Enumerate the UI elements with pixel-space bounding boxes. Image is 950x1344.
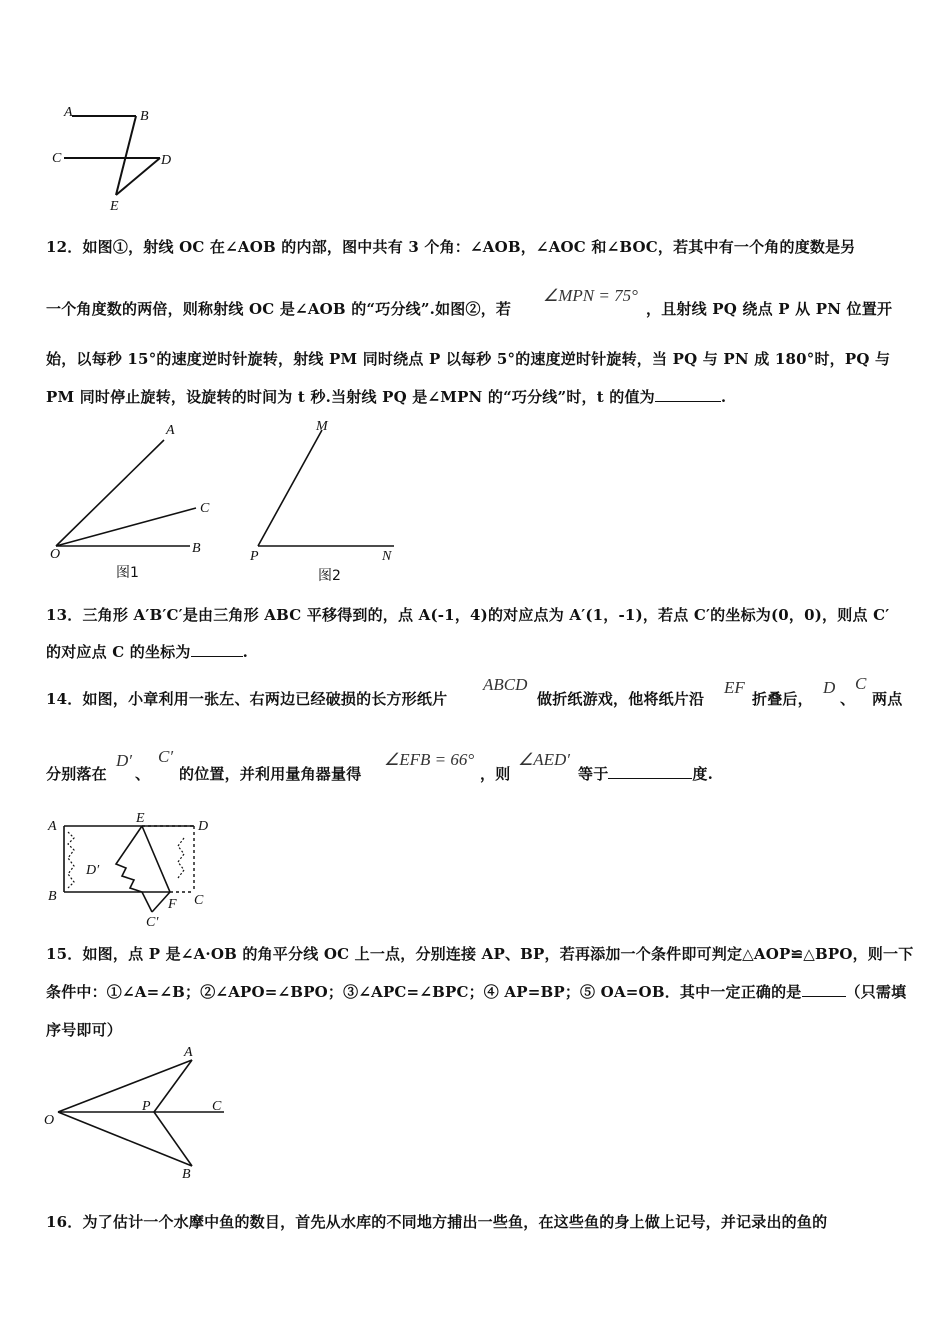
q15-line-1: 15．如图，点 P 是∠A·OB 的角平分线 OC 上一点，分别连接 AP、BP，若再添加一个条件即可判定△AOP≌△BPO，则一下	[46, 945, 914, 963]
segment-oa	[58, 1060, 192, 1112]
q14-line-2a: 分别落在	[46, 765, 107, 783]
q14-math-ef: EF	[724, 678, 745, 697]
q14-line-1b: 做折纸游戏，他将纸片沿	[537, 690, 705, 708]
point-label-e: E	[136, 811, 145, 826]
q14-line-1c: 折叠后，	[752, 690, 813, 708]
figure-q12-fig2	[248, 420, 408, 590]
q14-math-c-prime: C′	[158, 747, 174, 766]
q15-answer-blank	[802, 984, 846, 997]
point-label-c-prime: C′	[146, 915, 159, 930]
point-label-a: A	[48, 819, 57, 834]
point-label-a: A	[166, 423, 175, 438]
q14-line-2b: 的位置，并利用量角器量得	[179, 765, 362, 783]
q13-line-1: 13．三角形 A′B′C′是由三角形 ABC 平移得到的，点 A(-1，4)的对应点为 A′(1，-1)，若点 C′的坐标为(0，0)，则点 C′	[46, 606, 890, 624]
point-label-e: E	[110, 199, 119, 214]
point-label-c: C	[200, 501, 210, 516]
q15-line-3: 序号即可）	[46, 1021, 123, 1039]
q14-math-d: D	[823, 678, 836, 697]
q15-line-2-end: （只需填	[845, 983, 907, 1001]
figure-q12-fig1	[46, 420, 236, 590]
q14-math-c: C	[855, 674, 867, 693]
q14-separator: 、	[840, 690, 856, 708]
q13-line-2-text: 的对应点 C 的坐标为	[46, 643, 191, 661]
q12-line-4-text: PM 同时停止旋转，设旋转的时间为 t 秒.当射线 PQ 是∠MPN 的“巧分线”时，t 的值为	[46, 388, 655, 406]
q13-line-2-end: .	[242, 643, 249, 661]
q13-line-2	[46, 641, 248, 662]
figure-q14	[46, 808, 226, 930]
figure-q15	[44, 1044, 229, 1184]
q14-line-2d	[578, 763, 713, 784]
figure-q11	[48, 100, 178, 215]
segment-ob	[58, 1112, 192, 1166]
torn-edge-left	[68, 832, 74, 888]
q12-answer-blank	[655, 389, 721, 402]
point-label-a: A	[184, 1045, 193, 1060]
q14-answer-blank	[608, 766, 692, 779]
q12-line-3: 始，以每秒 15°的速度逆时针旋转，射线 PM 同时绕点 P 以每秒 5°的速度逆时针旋转，当 PQ 与 PN 成 180°时，PQ 与	[46, 350, 891, 368]
q14-separator-2: 、	[135, 765, 151, 783]
point-label-o: O	[50, 547, 61, 562]
q12-line-2b: ，且射线 PQ 绕点 P 从 PN 位置开	[646, 300, 893, 318]
point-label-d-prime: D′	[86, 863, 100, 878]
q12-line-4-end: .	[720, 388, 727, 406]
q14-line-2c: ，则	[480, 765, 511, 783]
segment-be	[116, 116, 136, 195]
fold-line-ef	[142, 826, 170, 892]
q14-math-angle-efb: ∠EFB = 66°	[384, 750, 475, 769]
point-label-a: A	[64, 105, 73, 120]
q12-math-angle-mpn: ∠MPN = 75°	[543, 286, 638, 305]
ray-pm	[258, 430, 322, 546]
q13-answer-blank	[191, 644, 243, 657]
folded-edge-ed-prime	[116, 826, 152, 912]
q15-line-2	[46, 981, 906, 1002]
point-label-d: D	[161, 153, 172, 168]
q14-math-angle-aed: ∠AED′	[518, 750, 571, 769]
point-label-p: P	[250, 549, 259, 564]
point-label-c: C	[212, 1099, 222, 1114]
point-label-b: B	[140, 109, 149, 124]
point-label-c: C	[52, 151, 62, 166]
q12-line-2a: 一个角度数的两倍，则称射线 OC 是∠AOB 的“巧分线”.如图②，若	[46, 300, 512, 318]
torn-edge-right	[178, 838, 184, 878]
q14-math-abcd: ABCD	[483, 675, 528, 694]
point-label-b: B	[192, 541, 201, 556]
q12-line-1: 12．如图①，射线 OC 在∠AOB 的内部，图中共有 3 个角：∠AOB，∠AOC 和∠BOC，若其中有一个角的度数是另	[46, 238, 856, 256]
q14-line-2-end: 度.	[692, 765, 714, 783]
q14-line-2d-text: 等于	[578, 765, 609, 783]
q14-line-1d: 两点	[872, 690, 903, 708]
point-label-p: P	[142, 1099, 151, 1114]
q14-math-d-prime: D′	[116, 751, 132, 770]
q14-line-1a: 14．如图，小章利用一张左、右两边已经破损的长方形纸片	[46, 690, 448, 708]
point-label-b: B	[48, 889, 57, 904]
point-label-m: M	[316, 419, 328, 434]
point-label-b: B	[182, 1167, 191, 1182]
ray-oc	[56, 508, 196, 546]
segment-ed	[116, 158, 160, 195]
q16-line-1: 16．为了估计一个水摩中鱼的数目，首先从水库的不同地方捕出一些鱼，在这些鱼的身上做上记号，并记录出的鱼的	[46, 1213, 828, 1231]
fig2-caption: 图2	[318, 568, 341, 584]
point-label-d: D	[198, 819, 209, 834]
point-label-f: F	[168, 897, 177, 912]
q15-line-2-text: 条件中：①∠A=∠B；②∠APO=∠BPO；③∠APC=∠BPC；④ AP=BP；⑤ OA=OB．其中一定正确的是	[46, 983, 802, 1001]
point-label-c: C	[194, 893, 204, 908]
ray-oa	[56, 440, 164, 546]
point-label-o: O	[44, 1113, 55, 1128]
point-label-n: N	[382, 549, 392, 564]
fig1-caption: 图1	[116, 565, 139, 581]
q12-line-4	[46, 386, 726, 407]
